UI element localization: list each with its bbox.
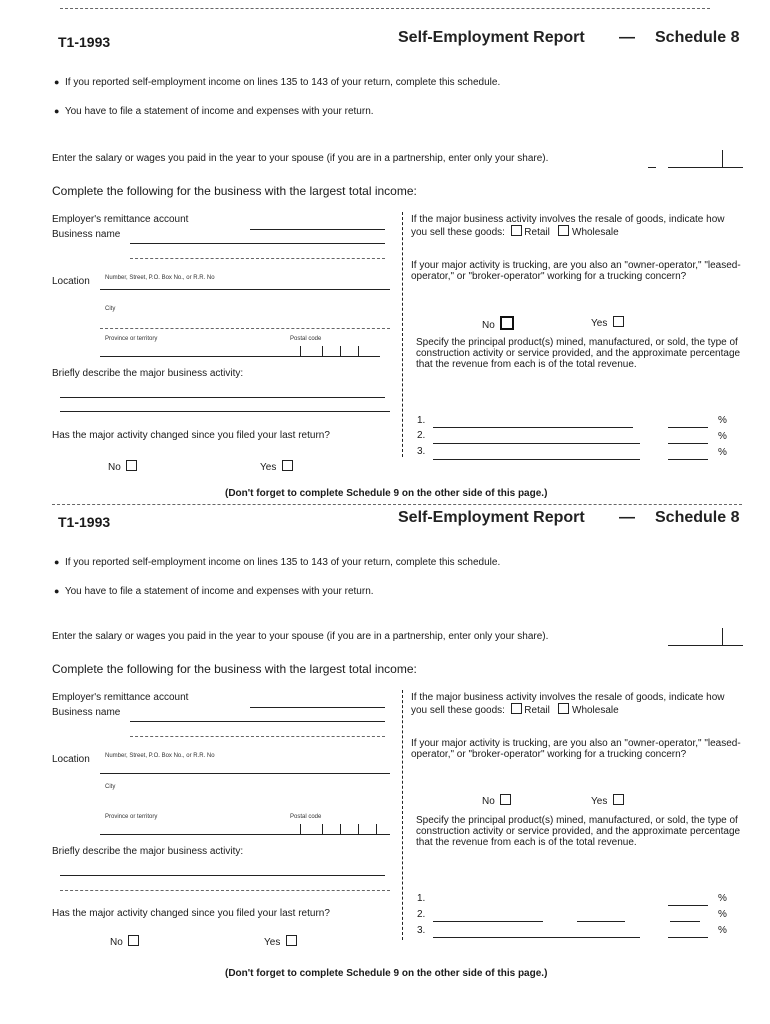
resale-question [411, 692, 741, 716]
retail-checkbox[interactable] [511, 703, 522, 714]
product-item-1-field[interactable] [433, 427, 633, 428]
bullet-icon: ● [54, 106, 60, 116]
no-label: No [482, 796, 495, 807]
no-label: No [110, 937, 123, 948]
employer-account-label: Employer's remittance account [52, 214, 189, 225]
percent-sign: % [718, 909, 727, 920]
form-id: T1-1993 [58, 514, 111, 530]
postal-tick [358, 346, 359, 356]
activity-changed-label: Has the major activity changed since you filed your last return? [52, 430, 330, 441]
column-separator [402, 212, 403, 457]
product-item-2-number: 2. [417, 909, 426, 920]
schedule-9-reminder: (Don't forget to complete Schedule 9 on the other side of this page.) [225, 968, 548, 979]
activity-changed-label: Has the major activity changed since you filed your last return? [52, 908, 330, 919]
province-label: Province or territory [105, 814, 158, 820]
resale-text: If the major business activity involves the resale of goods, indicate how you sell these goods: [411, 692, 725, 716]
retail-checkbox[interactable] [511, 225, 522, 236]
postal-tick [322, 824, 323, 834]
province-label: Province or territory [105, 336, 158, 342]
business-name-field[interactable] [130, 721, 385, 722]
perforation-line [60, 8, 710, 9]
products-question: Specify the principal product(s) mined, manufactured, or sold, the type of construction activity or service provided, and the approximate percentage that the revenue from each is of the total revenue. [416, 815, 741, 848]
location-hint: Number, Street, P.O. Box No., or R.R. No [105, 275, 215, 281]
postal-tick [322, 346, 323, 356]
trucking-yes-option[interactable] [591, 794, 624, 807]
yes-label: Yes [591, 318, 608, 329]
percent-sign: % [718, 415, 727, 426]
no-label: No [108, 462, 121, 473]
trucking-question: If your major activity is trucking, are you also an "owner-operator," "leased-operator," or "broker-operator" working for a trucking concern? [411, 738, 741, 760]
business-name-field-2[interactable] [130, 736, 385, 737]
product-item-3-number: 3. [417, 925, 426, 936]
product-item-3-percent-field[interactable] [668, 937, 708, 938]
field-dash [648, 167, 656, 168]
title-dash: — [619, 29, 635, 46]
product-item-2-percent-field[interactable] [668, 443, 708, 444]
changed-yes-option[interactable] [260, 460, 293, 473]
postal-tick [300, 346, 301, 356]
describe-activity-field-2[interactable] [60, 890, 390, 891]
resale-question [411, 214, 741, 238]
no-label: No [482, 320, 495, 331]
percent-sign: % [718, 925, 727, 936]
product-item-1-number: 1. [417, 893, 426, 904]
postal-tick [340, 346, 341, 356]
location-field[interactable] [100, 289, 390, 290]
trucking-no-option[interactable] [482, 316, 514, 331]
retail-label: Retail [524, 705, 550, 716]
wholesale-checkbox[interactable] [558, 703, 569, 714]
product-item-1-percent-field[interactable] [668, 905, 708, 906]
percent-sign: % [718, 447, 727, 458]
product-item-2-field-b[interactable] [577, 921, 625, 922]
form-id: T1-1993 [58, 34, 111, 50]
no-checkbox[interactable] [500, 794, 511, 805]
instruction-bullet-2 [54, 586, 374, 597]
product-item-3-number: 3. [417, 446, 426, 457]
postal-tick [340, 824, 341, 834]
field-divider [722, 628, 723, 645]
title-dash: — [619, 509, 635, 526]
product-item-3-field[interactable] [433, 459, 640, 460]
postal-code-label: Postal code [290, 336, 322, 342]
city-label: City [105, 306, 116, 312]
field-divider [722, 150, 723, 167]
column-separator [402, 690, 403, 940]
city-label: City [105, 784, 116, 790]
trucking-question: If your major activity is trucking, are you also an "owner-operator," "leased-operator," or "broker-operator" working for a trucking concern? [411, 260, 741, 282]
product-item-2-field[interactable] [433, 921, 543, 922]
complete-heading: Complete the following for the business with the largest total income: [52, 662, 417, 676]
bullet-icon: ● [54, 557, 60, 567]
schedule-number: Schedule 8 [655, 509, 740, 526]
instruction-bullet-1 [54, 557, 500, 568]
business-name-field[interactable] [130, 243, 385, 244]
location-label: Location [52, 276, 90, 287]
yes-label: Yes [264, 937, 281, 948]
spouse-salary-field[interactable] [668, 645, 743, 646]
wholesale-label: Wholesale [572, 705, 619, 716]
changed-no-option[interactable] [110, 935, 139, 948]
instruction-bullet-1 [54, 77, 500, 88]
postal-tick [300, 824, 301, 834]
schedule-number: Schedule 8 [655, 29, 740, 46]
form-title: Self-Employment Report [398, 509, 585, 526]
business-name-label: Business name [52, 229, 121, 240]
describe-activity-field-1[interactable] [60, 875, 385, 876]
spouse-salary-label: Enter the salary or wages you paid in the year to your spouse (if you are in a partnership, enter only your share). [52, 631, 549, 642]
resale-text: If the major business activity involves the resale of goods, indicate how you sell these goods: [411, 214, 725, 238]
spouse-salary-field[interactable] [668, 167, 743, 168]
city-field[interactable] [100, 328, 390, 329]
business-name-label: Business name [52, 707, 121, 718]
percent-sign: % [718, 431, 727, 442]
describe-activity-field-1[interactable] [60, 397, 385, 398]
describe-activity-label: Briefly describe the major business activity: [52, 368, 244, 379]
schedule-copy-bottom [0, 480, 770, 980]
yes-checkbox[interactable] [613, 794, 624, 805]
no-checkbox[interactable] [128, 935, 139, 946]
employer-account-field[interactable] [250, 707, 385, 708]
wholesale-label: Wholesale [572, 227, 619, 238]
products-question: Specify the principal product(s) mined, manufactured, or sold, the type of construction activity or service provided, and the approximate percentage that the revenue from each is of the total revenue. [416, 337, 741, 370]
instruction-text: If you reported self-employment income on lines 135 to 143 of your return, complete this schedule. [65, 77, 501, 88]
no-checkbox[interactable] [126, 460, 137, 471]
yes-checkbox[interactable] [613, 316, 624, 327]
instruction-text: You have to file a statement of income and expenses with your return. [64, 586, 374, 597]
province-field[interactable] [100, 356, 380, 357]
product-item-3-percent-field[interactable] [668, 459, 708, 460]
province-field[interactable] [100, 834, 390, 835]
instruction-text: If you reported self-employment income on lines 135 to 143 of your return, complete this schedule. [65, 557, 501, 568]
trucking-yes-option[interactable] [591, 316, 624, 329]
product-item-3-field[interactable] [433, 937, 640, 938]
describe-activity-label: Briefly describe the major business activity: [52, 846, 244, 857]
wholesale-checkbox[interactable] [558, 225, 569, 236]
instruction-bullet-2 [54, 106, 374, 117]
yes-checkbox[interactable] [282, 460, 293, 471]
employer-account-field[interactable] [250, 229, 385, 230]
business-name-field-2[interactable] [130, 258, 385, 259]
postal-tick [358, 824, 359, 834]
employer-account-label: Employer's remittance account [52, 692, 189, 703]
spouse-salary-label: Enter the salary or wages you paid in the year to your spouse (if you are in a partnership, enter only your share). [52, 153, 549, 164]
percent-sign: % [718, 893, 727, 904]
product-item-2-number: 2. [417, 430, 426, 441]
location-field[interactable] [100, 773, 390, 774]
instruction-text: You have to file a statement of income and expenses with your return. [64, 106, 374, 117]
bullet-icon: ● [54, 586, 60, 596]
postal-tick [376, 824, 377, 834]
changed-yes-option[interactable] [264, 935, 297, 948]
product-item-2-field[interactable] [433, 443, 640, 444]
postal-code-label: Postal code [290, 814, 322, 820]
describe-activity-field-2[interactable] [60, 411, 390, 412]
schedule-9-reminder: (Don't forget to complete Schedule 9 on the other side of this page.) [225, 488, 548, 499]
bullet-icon: ● [54, 77, 60, 87]
changed-no-option[interactable] [108, 460, 137, 473]
retail-label: Retail [524, 227, 550, 238]
yes-label: Yes [591, 796, 608, 807]
trucking-no-option[interactable] [482, 794, 511, 807]
location-hint: Number, Street, P.O. Box No., or R.R. No [105, 753, 215, 759]
product-item-1-number: 1. [417, 415, 426, 426]
yes-label: Yes [260, 462, 277, 473]
product-item-2-percent-field[interactable] [670, 921, 700, 922]
location-label: Location [52, 754, 90, 765]
complete-heading: Complete the following for the business with the largest total income: [52, 184, 417, 198]
schedule-copy-top [0, 0, 770, 500]
product-item-1-percent-field[interactable] [668, 427, 708, 428]
no-checkbox[interactable] [500, 316, 514, 330]
form-title: Self-Employment Report [398, 29, 585, 46]
yes-checkbox[interactable] [286, 935, 297, 946]
